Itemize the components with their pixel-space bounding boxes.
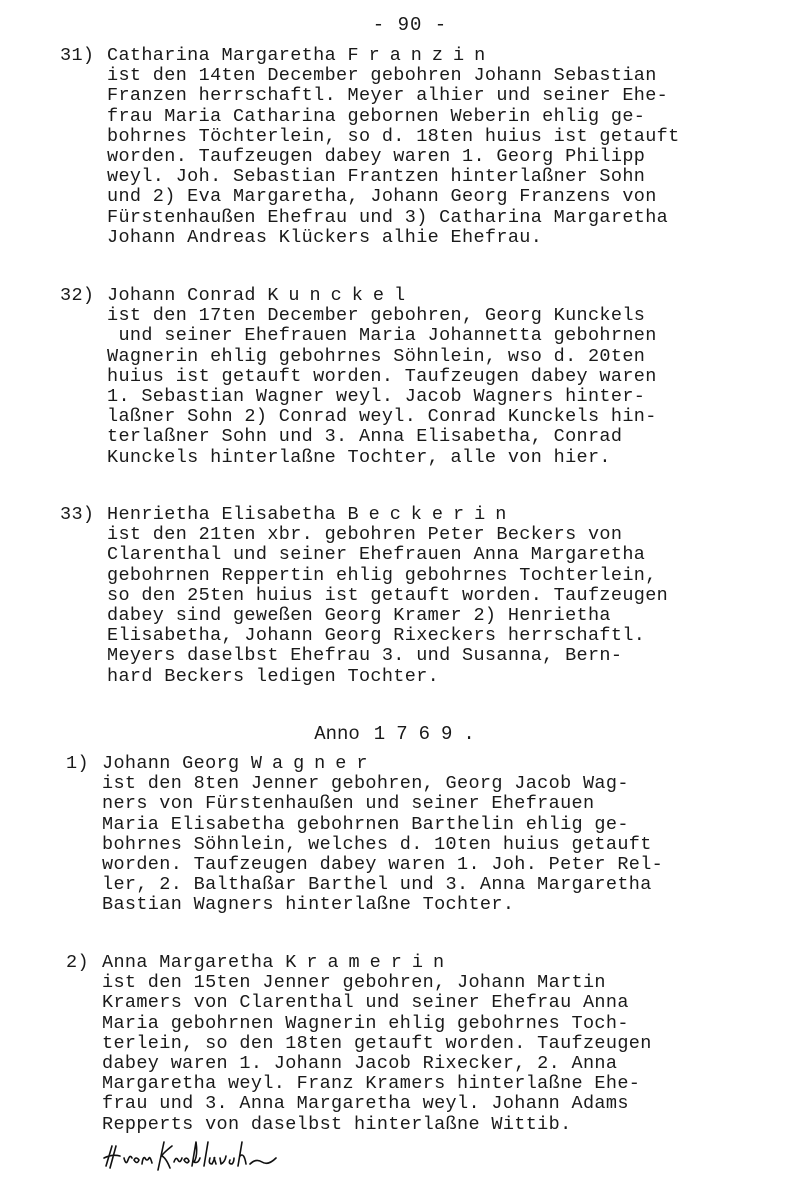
entry-text-line: Bastian Wagners hinterlaßne Tochter. xyxy=(102,894,515,916)
page-number: - 90 - xyxy=(372,14,448,36)
entry-text-line: gebohrnen Reppertin ehlig gebohrnes Tochterlein, xyxy=(107,564,657,586)
entry-text-line: Kunckels hinterlaßne Tochter, alle von hier. xyxy=(107,446,611,468)
entry-text-line: Elisabetha, Johann Georg Rixeckers herrschaftl. xyxy=(107,625,646,647)
entry-text-line: 1. Sebastian Wagner weyl. Jacob Wagners hinter- xyxy=(107,386,646,408)
entry-heading xyxy=(66,754,766,774)
year-heading-label: Anno xyxy=(314,723,360,745)
entry-text-line: Maria Elisabetha gebohrnen Barthelin ehlig ge- xyxy=(102,813,629,835)
entry-text-line: worden. Taufzeugen dabey waren 1. Joh. Peter Rel- xyxy=(102,854,664,876)
entry-body xyxy=(66,973,766,1135)
entry-text-line: Fürstenhaußen Ehefrau und 3) Catharina Margaretha xyxy=(107,206,669,228)
entry-text-line: ist den 8ten Jenner gebohren, Georg Jacob Wag- xyxy=(102,773,629,795)
entry-given-names: Henrietha Elisabetha xyxy=(107,504,348,525)
entry-text-line: weyl. Joh. Sebastian Frantzen hinterlaßner Sohn xyxy=(107,166,646,188)
entry-number: 1) xyxy=(66,753,89,774)
entry-text-line: frau und 3. Anna Margaretha weyl. Johann Adams xyxy=(102,1093,629,1115)
entry-text-line: ler, 2. Balthaßar Barthel und 3. Anna Margaretha xyxy=(102,874,652,896)
entry-heading xyxy=(60,46,760,66)
baptism-entry-1 xyxy=(66,754,766,916)
baptism-entry-32 xyxy=(60,286,760,468)
entry-text-line: bohrnes Söhnlein, welches d. 10ten huius getauft xyxy=(102,833,652,855)
entry-heading xyxy=(60,505,760,525)
entry-text-line: Franzen herrschaftl. Meyer alhier und seiner Ehe- xyxy=(107,85,669,107)
entry-heading xyxy=(66,953,766,973)
entry-text-line: ners von Fürstenhaußen und seiner Ehefrauen xyxy=(102,793,595,815)
entry-text-line: und seiner Ehefrauen Maria Johannetta gebohrnen xyxy=(107,325,657,347)
entry-given-names: Anna Margaretha xyxy=(102,952,286,973)
entry-text-line: terlaßner Sohn und 3. Anna Elisabetha, Conrad xyxy=(107,426,623,448)
entry-text-line: Clarenthal und seiner Ehefrauen Anna Margaretha xyxy=(107,544,646,566)
handwritten-signature xyxy=(100,1136,290,1176)
entry-number: 32) xyxy=(60,285,95,306)
entry-surname: Kunckel xyxy=(267,285,416,306)
entry-surname: Kramerin xyxy=(285,952,455,973)
year-heading-year: 1769. xyxy=(373,723,486,745)
baptism-entry-31 xyxy=(60,46,760,248)
year-heading xyxy=(0,723,800,745)
entry-text-line: Meyers daselbst Ehefrau 3. und Susanna, Bern- xyxy=(107,645,623,667)
entry-text-line: hard Beckers ledigen Tochter. xyxy=(107,665,440,687)
entry-body xyxy=(66,774,766,915)
entry-text-line: dabey waren 1. Johann Jacob Rixecker, 2. Anna xyxy=(102,1053,618,1075)
entry-text-line: worden. Taufzeugen dabey waren 1. Georg Philipp xyxy=(107,146,646,168)
baptism-entry-33 xyxy=(60,505,760,687)
entry-number: 2) xyxy=(66,952,89,973)
entry-text-line: terlein, so den 18ten getauft worden. Taufzeugen xyxy=(102,1032,652,1054)
entry-text-line: ist den 17ten December gebohren, Georg Kunckels xyxy=(107,305,646,327)
entry-surname: Wagner xyxy=(250,753,378,774)
entry-text-line: ist den 14ten December gebohren Johann Sebastian xyxy=(107,65,657,87)
entry-text-line: Repperts von daselbst hinterlaßne Wittib. xyxy=(102,1113,572,1135)
entry-text-line: dabey sind geweßen Georg Kramer 2) Henrietha xyxy=(107,605,611,627)
entry-text-line: laßner Sohn 2) Conrad weyl. Conrad Kunckels hin- xyxy=(107,406,657,428)
entry-text-line: ist den 21ten xbr. gebohren Peter Beckers von xyxy=(107,524,623,546)
baptism-entry-2 xyxy=(66,953,766,1135)
entry-text-line: und 2) Eva Margaretha, Johann Georg Franzens von xyxy=(107,186,657,208)
entry-body xyxy=(60,525,760,687)
entry-number: 31) xyxy=(60,45,95,66)
entry-text-line: Margaretha weyl. Franz Kramers hinterlaßne Ehe- xyxy=(102,1073,641,1095)
entry-text-line: so den 25ten huius ist getauft worden. Taufzeugen xyxy=(107,584,669,606)
entry-surname: Franzin xyxy=(347,45,496,66)
entry-surname: Beckerin xyxy=(347,504,517,525)
signature-drawing xyxy=(100,1136,290,1176)
entry-given-names: Catharina Margaretha xyxy=(107,45,348,66)
entry-text-line: frau Maria Catharina gebornen Weberin ehlig ge- xyxy=(107,105,646,127)
entry-number: 33) xyxy=(60,504,95,525)
entry-text-line: Kramers von Clarenthal und seiner Ehefrau Anna xyxy=(102,992,629,1014)
entry-text-line: huius ist getauft worden. Taufzeugen dabey waren xyxy=(107,365,657,387)
entry-text-line: Johann Andreas Klückers alhie Ehefrau. xyxy=(107,226,543,248)
entry-body xyxy=(60,66,760,248)
entry-heading xyxy=(60,286,760,306)
entry-given-names: Johann Conrad xyxy=(107,285,268,306)
entry-text-line: bohrnes Töchterlein, so d. 18ten huius ist getauft xyxy=(107,125,680,147)
entry-text-line: Maria gebohrnen Wagnerin ehlig gebohrnes Toch- xyxy=(102,1012,629,1034)
entry-text-line: Wagnerin ehlig gebohrnes Söhnlein, wso d. 20ten xyxy=(107,345,646,367)
entry-given-names: Johann Georg xyxy=(102,753,251,774)
entry-body xyxy=(60,306,760,468)
entry-text-line: ist den 15ten Jenner gebohren, Johann Martin xyxy=(102,972,606,994)
